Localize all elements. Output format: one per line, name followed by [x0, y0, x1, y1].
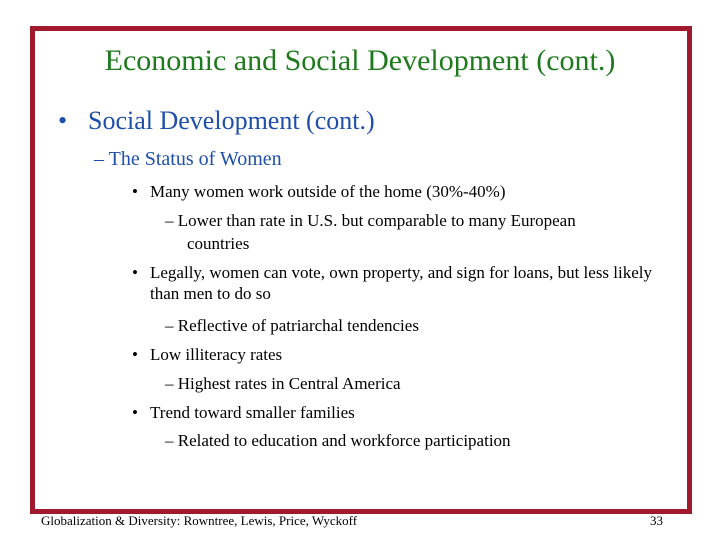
- page-number: 33: [650, 513, 663, 528]
- bullet-text: Many women work outside of the home (30%-40%): [150, 182, 506, 201]
- bullet-marker: •: [132, 182, 138, 201]
- bullet-marker: •: [132, 263, 138, 282]
- slide-footer: Globalization & Diversity: Rowntree, Lewis, Price, Wyckoff: [41, 513, 358, 528]
- sub-bullet-central-america: – Highest rates in Central America: [165, 374, 401, 393]
- bullet-marker: •: [132, 403, 138, 422]
- sub-bullet-patriarchal: – Reflective of patriarchal tendencies: [165, 316, 419, 335]
- sub-bullet-education: – Related to education and workforce participation: [165, 431, 511, 450]
- bullet-text: Legally, women can vote, own property, and sign for loans, but less likely than men to do so: [150, 263, 653, 303]
- bullet-text: Social Development (cont.): [88, 106, 375, 135]
- slide-title: Economic and Social Development (cont.): [104, 44, 616, 77]
- bullet-text: Low illiteracy rates: [150, 345, 283, 364]
- subheading-status-of-women: – The Status of Women: [94, 148, 282, 170]
- sub-bullet-lower-rate-cont: countries: [187, 234, 250, 253]
- bullet-marker: •: [58, 106, 68, 135]
- bullet-text: Trend toward smaller families: [150, 403, 355, 422]
- bullet-marker: •: [132, 345, 138, 364]
- sub-bullet-lower-rate: – Lower than rate in U.S. but comparable to many European: [165, 211, 576, 230]
